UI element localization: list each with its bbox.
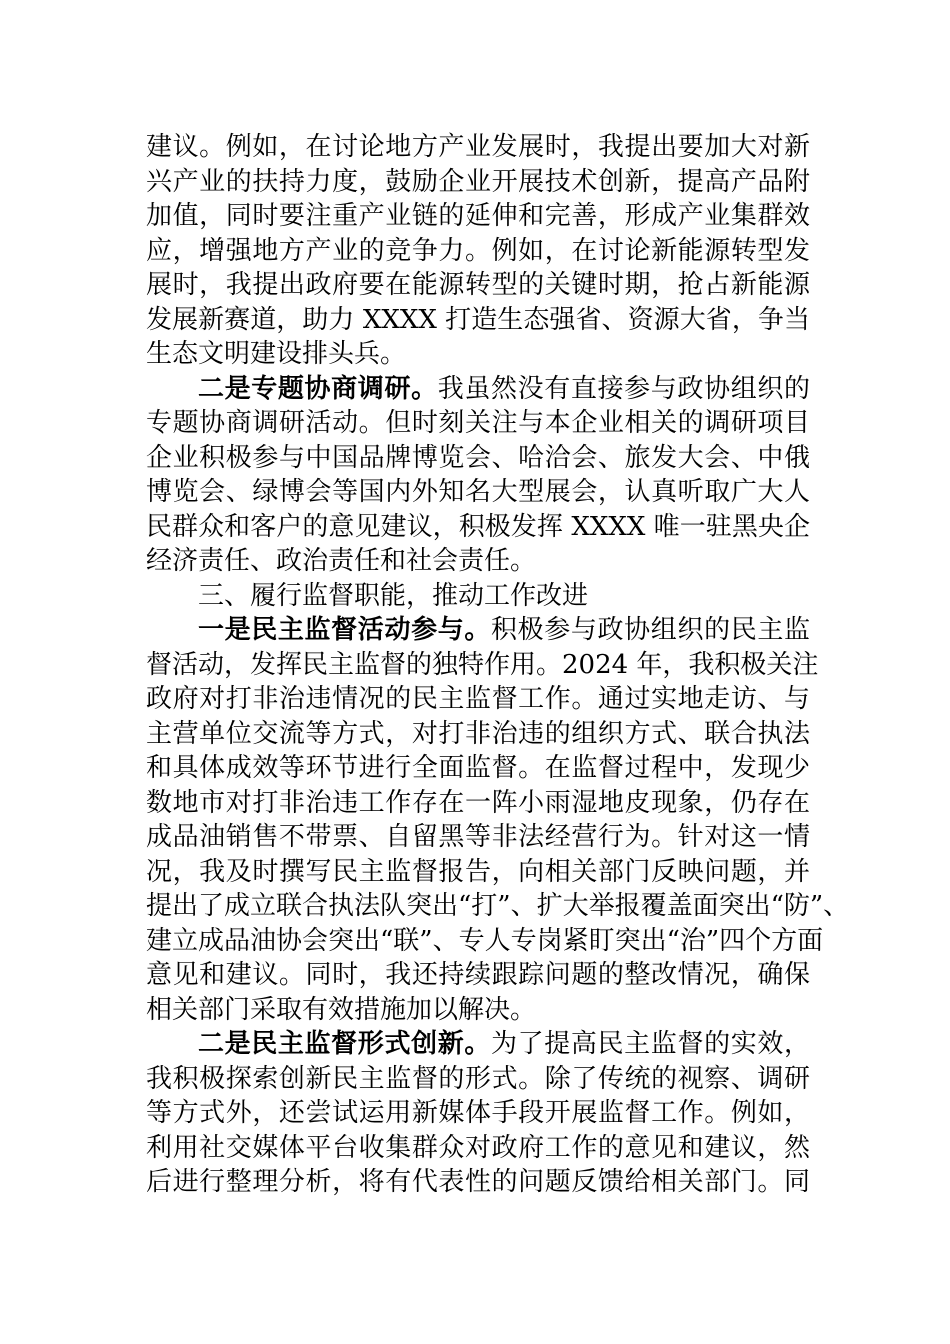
text-line-first: [146, 1027, 810, 1062]
text-line: 我积极探索创新民主监督的形式。除了传统的视察、调研: [146, 1063, 810, 1094]
text-line-first: [146, 372, 810, 407]
text-line: 政府对打非治违情况的民主监督工作。通过实地走访、与: [146, 684, 810, 714]
paragraph-1: [146, 130, 810, 372]
text-line: 况，我及时撰写民主监督报告，向相关部门反映问题，并: [146, 856, 810, 887]
section-heading: 三、履行监督职能，推动工作改进: [198, 580, 589, 611]
text-line-first: [146, 613, 810, 648]
text-line: 发展新赛道，助力 XXXX 打造生态强省、资源大省，争当: [146, 304, 810, 335]
text-line: 数地市对打非治违工作存在一阵小雨湿地皮现象，仍存在: [146, 787, 810, 818]
paragraph-lead-rest: 我虽然没有直接参与政协组织的: [437, 373, 810, 404]
paragraph-lead-rest: 为了提高民主监督的实效，: [491, 1029, 810, 1059]
text-line: 专题协商调研活动。但时刻关注与本企业相关的调研项目: [146, 408, 810, 438]
paragraph-lead-rest: 积极参与政协组织的民主监: [491, 615, 810, 645]
text-line: 主营单位交流等方式，对打非治违的组织方式、联合执法: [146, 718, 810, 749]
section-heading-3: [146, 579, 810, 614]
text-line: 等方式外，还尝试运用新媒体手段开展监督工作。例如，: [146, 1098, 810, 1128]
paragraph-lead-bold: 一是民主监督活动参与。: [198, 615, 491, 645]
text-line: 建立成品油协会突出“联”、专人专岗紧盯突出“治”四个方面: [146, 925, 824, 956]
paragraph-lead-bold: 二是专题协商调研。: [198, 373, 438, 404]
text-line: 博览会、绿博会等国内外知名大型展会，认真听取广大人: [146, 477, 810, 507]
paragraph-4: [146, 1027, 810, 1200]
text-line: 意见和建议。同时，我还持续跟踪问题的整改情况，确保: [146, 960, 810, 990]
text-line: 民群众和客户的意见建议，积极发挥 XXXX 唯一驻黑央企: [146, 511, 810, 542]
text-line: 企业积极参与中国品牌博览会、哈洽会、旅发大会、中俄: [146, 442, 810, 473]
text-line: 加值，同时要注重产业链的延伸和完善，形成产业集群效: [146, 201, 810, 231]
document-page: [146, 130, 850, 1200]
text-line: 提出了成立联合执法队突出“打”、扩大举报覆盖面突出“防”、: [146, 891, 850, 921]
text-line: 应，增强地方产业的竞争力。例如，在讨论新能源转型发: [146, 235, 810, 266]
text-line: 生态文明建设排头兵。: [146, 339, 407, 369]
text-line: 成品油销售不带票、自留黑等非法经营行为。针对这一情: [146, 822, 810, 852]
text-line: 兴产业的扶持力度，鼓励企业开展技术创新，提高产品附: [146, 166, 810, 197]
text-line: 展时，我提出政府要在能源转型的关键时期，抢占新能源: [146, 270, 810, 300]
text-line: 利用社交媒体平台收集群众对政府工作的意见和建议，然: [146, 1132, 810, 1163]
text-line: 相关部门采取有效措施加以解决。: [146, 994, 537, 1025]
paragraph-2: [146, 372, 810, 579]
text-line: 经济责任、政治责任和社会责任。: [146, 546, 537, 576]
paragraph-lead-bold: 二是民主监督形式创新。: [198, 1029, 491, 1059]
paragraph-3: [146, 613, 850, 1027]
text-line: 和具体成效等环节进行全面监督。在监督过程中，发现少: [146, 753, 810, 783]
text-line: 建议。例如，在讨论地方产业发展时，我提出要加大对新: [146, 132, 810, 162]
text-line: 督活动，发挥民主监督的独特作用。2024 年，我积极关注: [146, 649, 819, 680]
text-line: 后进行整理分析，将有代表性的问题反馈给相关部门。同: [146, 1167, 810, 1197]
